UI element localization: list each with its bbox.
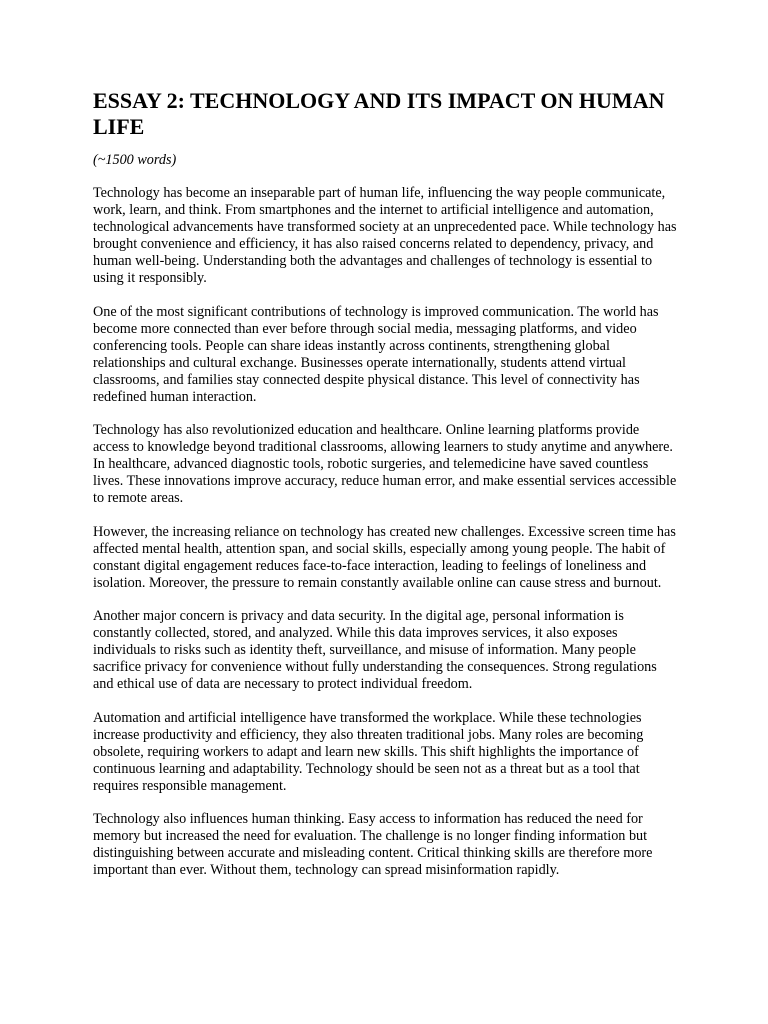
essay-title: ESSAY 2: TECHNOLOGY AND ITS IMPACT ON HUMAN LIFE bbox=[93, 88, 665, 139]
essay-paragraph-2: One of the most significant contributions of technology is improved communication. The world has become more connected than ever before through social media, messaging platforms, and video conferencing tools. People can share ideas instantly across continents, strengthening global relationships and cultural exchange. Businesses operate internationally, students attend virtual classrooms, and families stay connected despite physical distance. This level of connectivity has redefined human interaction. bbox=[93, 303, 659, 405]
document-page bbox=[93, 88, 678, 896]
essay-paragraph-5: Another major concern is privacy and data security. In the digital age, personal information is constantly collected, stored, and analyzed. While this data improves services, it also exposes individuals to risks such as identity theft, surveillance, and misuse of information. Many people sacrifice privacy for convenience without fully understanding the consequences. Strong regulations and ethical use of data are necessary to protect individual freedom. bbox=[93, 608, 657, 692]
word-count: (~1500 words) bbox=[93, 152, 177, 168]
essay-paragraph-6: Automation and artificial intelligence have transformed the workplace. While these technologies increase productivity and efficiency, they also threaten traditional jobs. Many roles are becoming obsolete, requiring workers to adapt and learn new skills. This shift highlights the importance of continuous learning and adaptability. Technology should be seen not as a threat but as a tool that requires responsible management. bbox=[93, 709, 644, 794]
essay-paragraph-7: Technology also influences human thinking. Easy access to information has reduced the need for memory but increased the need for evaluation. The challenge is no longer finding information but distinguishing between accurate and misleading content. Critical thinking skills are therefore more important than ever. Without them, technology can spread misinformation rapidly. bbox=[93, 811, 653, 878]
essay-paragraph-3: Technology has also revolutionized education and healthcare. Online learning platforms provide access to knowledge beyond traditional classrooms, allowing learners to study anytime and anywhere. In healthcare, advanced diagnostic tools, robotic surgeries, and telemedicine have saved countless lives. These innovations improve accuracy, reduce human error, and make essential services accessible to remote areas. bbox=[93, 422, 677, 506]
essay-paragraph-1: Technology has become an inseparable part of human life, influencing the way people communicate, work, learn, and think. From smartphones and the internet to artificial intelligence and automation, technological advancements have transformed society at an unprecedented pace. While technology has brought convenience and efficiency, it has also raised concerns related to dependency, privacy, and human well-being. Understanding both the advantages and challenges of technology is essential to using it responsibly. bbox=[93, 185, 677, 286]
essay-paragraph-4: However, the increasing reliance on technology has created new challenges. Excessive screen time has affected mental health, attention span, and social skills, especially among young people. The habit of constant digital engagement reduces face-to-face interaction, leading to feelings of loneliness and isolation. Moreover, the pressure to remain constantly available online can cause stress and burnout. bbox=[93, 523, 676, 591]
